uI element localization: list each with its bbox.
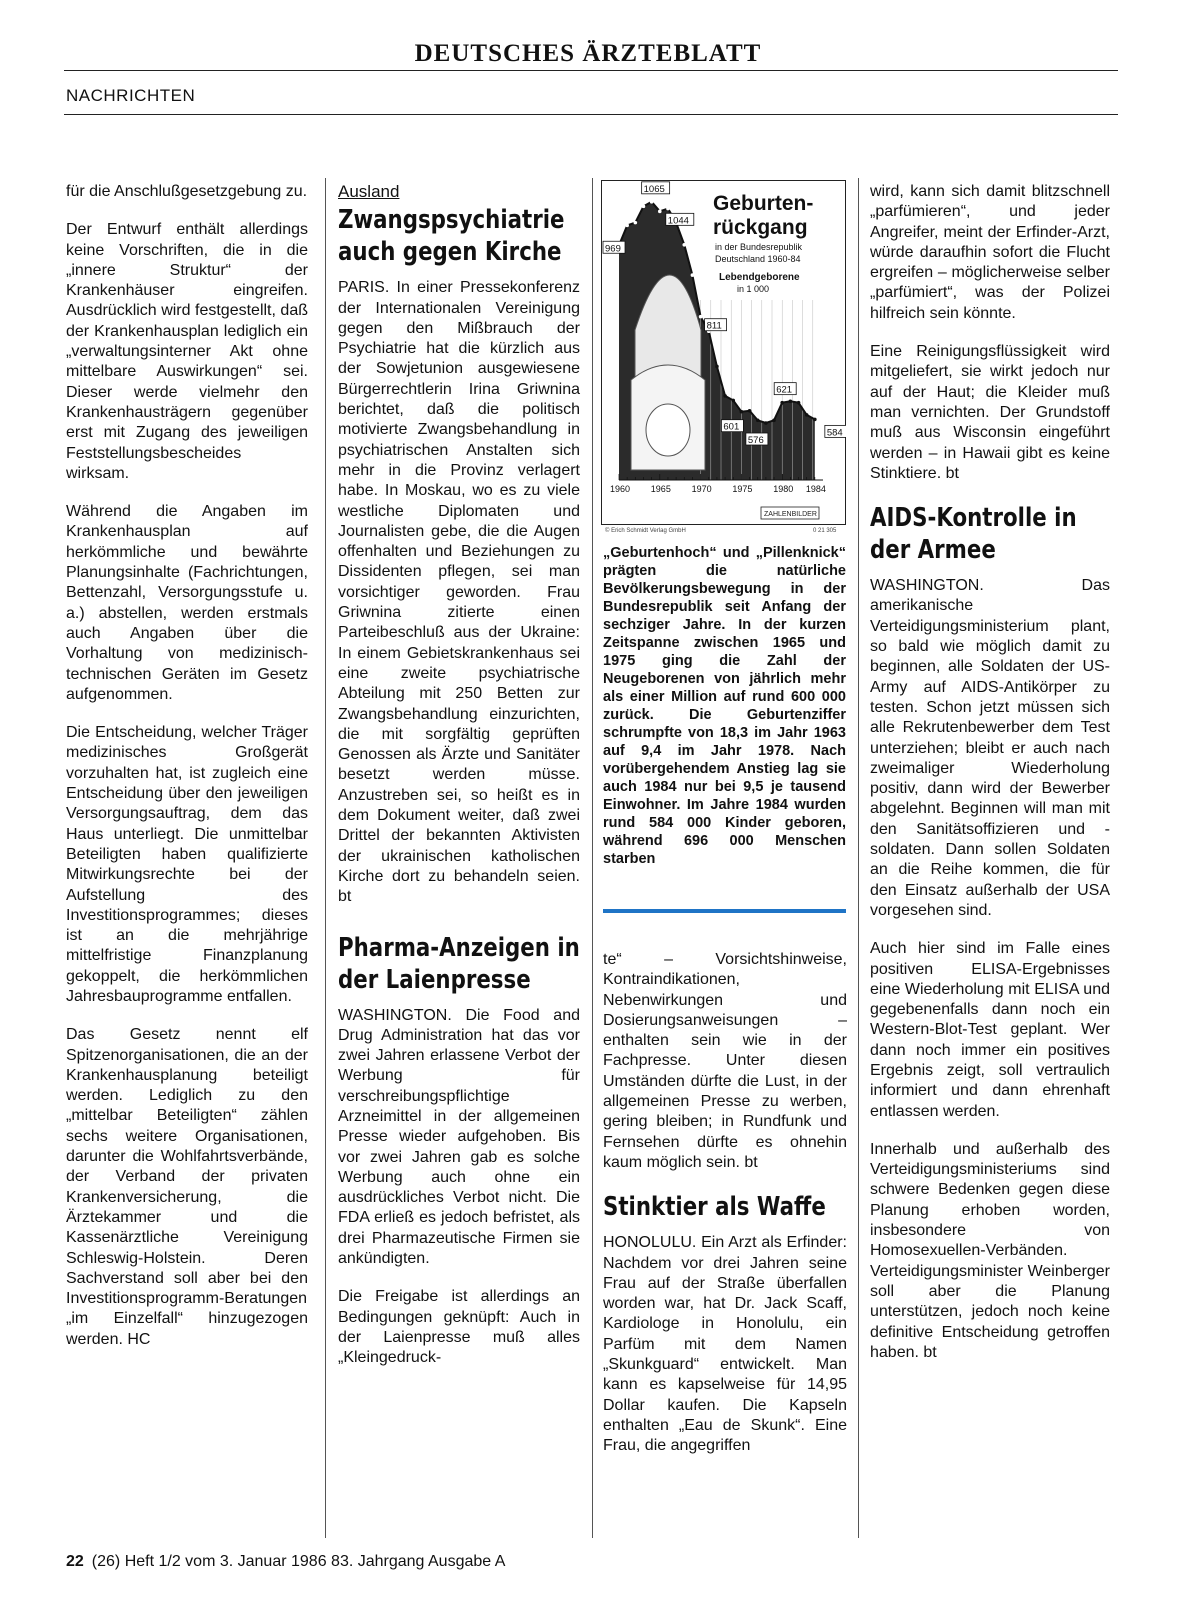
chart-brand: ZAHLENBILDER	[764, 511, 817, 518]
article-body: Eine Reinigungsflüssigkeit wird mitgeliefert, sie wirkt jedoch nur auf der Haut; die Kleider muß man vernichten. Der Grundstoff muß aus Wisconsin eingeführt werden – in Hawaii gibt es keine Stinktiere. bt	[870, 343, 1110, 482]
headline: Zwangspsychiatrie auch gegen Kirche	[338, 205, 565, 268]
chart-credit: 0 21 305	[813, 528, 837, 534]
chart-value-label: 576	[747, 435, 764, 447]
chart-point	[756, 418, 760, 422]
chart-point	[715, 365, 719, 369]
chart-title-line1: Geburten-	[713, 192, 814, 215]
chart-subtitle: Deutschland 1960-84	[715, 254, 801, 264]
chart-x-tick-label: 1970	[691, 484, 712, 494]
chart-point	[764, 421, 768, 425]
chart-value-label: 969	[605, 243, 621, 255]
article-body: PARIS. In einer Pressekonferenz der Internationalen Vereinigung gegen den Mißbrauch der Psychiatrie hat die kürzlich aus der Sowjetunion ausgewiesene Bürgerrechtlerin Irina Griwnina berichtet, daß die politisch motivierte Zwangsbehandlung in psychiatrischen Anstalten sich mehr in die Provinz verlagert habe. In Moskau, wo es zu viele westliche Diplomaten und Journalisten gebe, die die Augen offenhalten und Beziehungen zu Dissidenten pflegen, sei man vorsichtiger geworden. Frau Griwnina zitierte einen Parteibeschluß aus der Ukraine: In einem Gebietskrankenhaus sei eine zweite psychiatrische Abteilung mit 250 Betten zur Zwangsbehandlung einzurichten, die mit sorgfältig geprüften Genossen als Ärzte und Sanitäter besetzt werden müsse. Anzustreben sei, so heißt es in dem Dokument weiter, daß zwei Drittel der bekannten Aktivisten der ukrainischen katholischen Kirche dort zu behandeln seien. bt	[338, 279, 580, 906]
chart-title-line2: rückgang	[713, 216, 808, 239]
chart-x-tick-label: 1960	[610, 484, 631, 494]
issue-info: (26) Heft 1/2 vom 3. Januar 1986 83. Jahrgang Ausgabe A	[91, 1553, 506, 1570]
chart-unit: in 1 000	[737, 284, 770, 294]
birth-decline-chart	[601, 180, 846, 536]
chart-point	[797, 401, 801, 405]
article-body: HONOLULU. Ein Arzt als Erfinder: Nachdem vor drei Jahren seine Frau auf der Straße überfallen worden war, hat Dr. Jack Scaff, Kardiologe in Honolulu, ein Parfüm mit dem Namen „Skunkguard“ entwickelt. Man kann es kapselweise für 14,95 Dollar kaufen. Die Kapseln enthalten „Eau de Skunk“. Eine Frau, die angegriffen	[603, 1234, 847, 1455]
chart-point	[658, 210, 662, 214]
chart-x-tick-label: 1984	[805, 484, 826, 494]
article-body: WASHINGTON. Die Food and Drug Administration hat das vor zwei Jahren erlassene Verbot der Werbung für verschreibungspflichtige Arzneimittel in der allgemeinen Presse wieder aufgehoben. Bis vor zwei Jahren gab es solche Werbung auch ohne ein ausdrückliches Verbot nicht. Die FDA erließ es jedoch befristet, als drei Pharmazeutische Firmen sie ankündigten.	[338, 1006, 580, 1268]
headline: Pharma-Anzeigen in der Laienpresse	[338, 932, 580, 995]
paragraph: Der Entwurf enthält allerdings keine Vorschriften, die in die „innere Struktur“ der Krankenhäuser eingreifen. Ausdrücklich wird festgestellt, daß der Krankenhausplan lediglich ein „verwaltungsinterner Akt ohne mittelbare Auswirkungen“ sei. Dieser werde vielmehr den Krankenhausträgern gegenüber erst mit Zugang des jeweiligen Feststellungsbescheides wirksam.	[66, 221, 308, 482]
chart-point	[723, 394, 727, 398]
masthead-rule	[64, 70, 1118, 71]
column-divider	[858, 178, 859, 1538]
headline: Stinktier als Waffe	[603, 1192, 826, 1223]
chart-value-label: 601	[723, 421, 740, 433]
headline: AIDS-Kontrolle in der Armee	[870, 503, 1077, 566]
chart-point	[666, 207, 670, 211]
masthead: DEUTSCHES ÄRZTEBLATT	[414, 40, 762, 67]
paragraph: Während die Angaben im Krankenhausplan auf herkömmliche und bewährte Planungsinhalte (Fachrichtungen, Bettenzahl, Versorgungsstufe u. a.) abstellen, werden erstmals auch Angaben über die Vorhaltung von medizinisch-technischen Geräten im Gesetz aufgenommen.	[66, 503, 308, 703]
chart-point	[625, 224, 629, 228]
footer	[66, 1553, 505, 1571]
chart-caption: „Geburtenhoch“ und „Pillenknick“ prägten die natürliche Bevölkerungsbewegung in der Bundesrepublik seit Anfang der sechziger Jahre. In der kurzen Zeitspanne zwischen 1965 und 1975 ging die Zahl der Neugeborenen von jährlich mehr als einer Million auf rund 600 000 zurück. Die Geburtenziffer schrumpfte von 18,3 im Jahr 1963 auf 9,4 im Jahr 1978. Nach vorübergehendem Anstieg lag sie auch 1984 nur bei 9,5 je tausend Einwohner. Im Jahre 1984 wurden rund 584 000 Kinder geboren, während 696 000 Menschen starben	[603, 545, 846, 867]
column-divider	[325, 178, 326, 1538]
cradle-window	[646, 404, 690, 456]
chart-point	[634, 221, 638, 225]
article-body: Die Freigabe ist allerdings an Bedingungen geknüpft: Auch in der Laienpresse muß alles „Kleingedruck-	[338, 1288, 580, 1367]
chart-x-tick-label: 1980	[773, 484, 794, 494]
paragraph: Das Gesetz nennt elf Spitzenorganisationen, die an der Krankenhausplanung beteiligt werden. Lediglich zu den „mittelbar Beteiligten“ zählen sechs weitere Organisationen, darunter die Wohlfahrtsverbände, der Verband der privaten Krankenversicherung, die Ärztekammer und die Kassenärztliche Vereinigung Schleswig-Holstein. Deren Sachverstand soll aber bei den Investitionsprogramm-Beratungen „im Einzelfall“ hinzugezogen werden. HC	[66, 1026, 308, 1348]
column-2	[338, 182, 580, 1387]
chart-point	[650, 200, 654, 204]
section-rule	[64, 114, 1118, 115]
chart-point	[789, 399, 793, 403]
chart-value-label: 621	[776, 384, 793, 396]
column-4	[870, 182, 1110, 1381]
chart-x-tick-label: 1975	[732, 484, 753, 494]
paragraph: für die Anschlußgesetzgebung zu.	[66, 183, 308, 200]
chart-value-label: 1044	[667, 215, 689, 227]
chart-point	[699, 315, 703, 319]
chart-x-tick-label: 1965	[650, 484, 671, 494]
chart-point	[748, 409, 752, 413]
chart-svg	[601, 180, 846, 536]
chart-value-label: 584	[826, 427, 843, 439]
article-body: wird, kann sich damit blitzschnell „parfümieren“, und jeder Angreifer, meint der Erfinder-Arzt, würde daraufhin sofort die Flucht ergreifen – möglicherweise selber „parfümiert“, was der Polizei hilfreich sein könnte.	[870, 183, 1110, 322]
chart-unit: Lebendgeborene	[719, 272, 800, 283]
article-body: Innerhalb und außerhalb des Verteidigungsministeriums sind schwere Bedenken gegen diese Planung erhoben worden, insbesondere von Homosexuellen-Verbänden. Verteidigungsminister Weinberger soll aber die Planung unterstützen, jedoch noch keine definitive Entscheidung getroffen haben. bt	[870, 1140, 1110, 1361]
column-divider	[592, 178, 593, 1538]
chart-value-label: 811	[706, 320, 722, 332]
chart-point	[780, 401, 784, 405]
column-1	[66, 182, 308, 1368]
kicker: Ausland	[338, 182, 400, 201]
chart-point	[642, 205, 646, 209]
article-body: Auch hier sind im Falle eines positiven ELISA-Ergebnisses eine Wiederholung mit ELISA und gegebenenfalls dann noch ein Western-Blot-Test geplant. Wer dann noch immer ein positives Ergebnis zeigt, soll vertraulich informiert und dann ehrenhaft entlassen werden.	[870, 940, 1110, 1120]
page-number: 22	[66, 1553, 84, 1570]
section-label: NACHRICHTEN	[66, 86, 196, 105]
chart-point	[691, 273, 695, 277]
chart-point	[813, 418, 817, 422]
chart-point	[805, 413, 809, 417]
chart-point	[731, 399, 735, 403]
chart-value-label: 1065	[643, 183, 665, 195]
article-body: WASHINGTON. Das amerikanische Verteidigungsministerium plant, so bald wie möglich damit zu beginnen, alle Soldaten der US-Army auf AIDS-Antikörper zu testen. Schon jetzt müssen sich alle Rekrutenbewerber dem Test unterziehen; bleibt er auch nach zweimaliger Wiederholung positiv, dann wird der Bewerber abgelehnt. Beginnen will man mit den Sanitätsoffizieren und -soldaten. Dann sollen Soldaten an die Reihe kommen, die für den Einsatz außerhalb der USA vorgesehen sind.	[870, 577, 1110, 919]
chart-point	[740, 410, 744, 414]
chart-subtitle: in der Bundesrepublik	[715, 242, 803, 252]
chart-point	[772, 418, 776, 422]
separator-line	[603, 909, 846, 913]
article-body: te“ – Vorsichtshinweise, Kontraindikationen, Nebenwirkungen und Dosierungsanweisungen – enthalten sein wie in der Fachpresse. Unter diesen Umständen dürfte die Lust, in der allgemeinen Presse zu werben, gering bleiben; in Rundfunk und Fernsehen dürfte es ohnehin kaum möglich sein. bt	[603, 951, 847, 1171]
chart-credit: © Erich Schmidt Verlag GmbH	[605, 528, 686, 534]
chart-point	[682, 243, 686, 247]
column-3	[603, 950, 847, 1475]
paragraph: Die Entscheidung, welcher Träger medizinisches Großgerät vorzuhalten hat, ist zugleich eine Entscheidung über den jeweiligen Versorgungsauftrag, dem das Haus unterliegt. Die unmittelbar Beteiligten haben qualifizierte Mitwirkungsrechte bei der Aufstellung des Investitionsprogrammes; dieses ist an die mehrjährige mittelfristige Finanzplanung gekoppelt, die herkömmlichen Jahresbauprogramme entfallen.	[66, 724, 308, 1005]
